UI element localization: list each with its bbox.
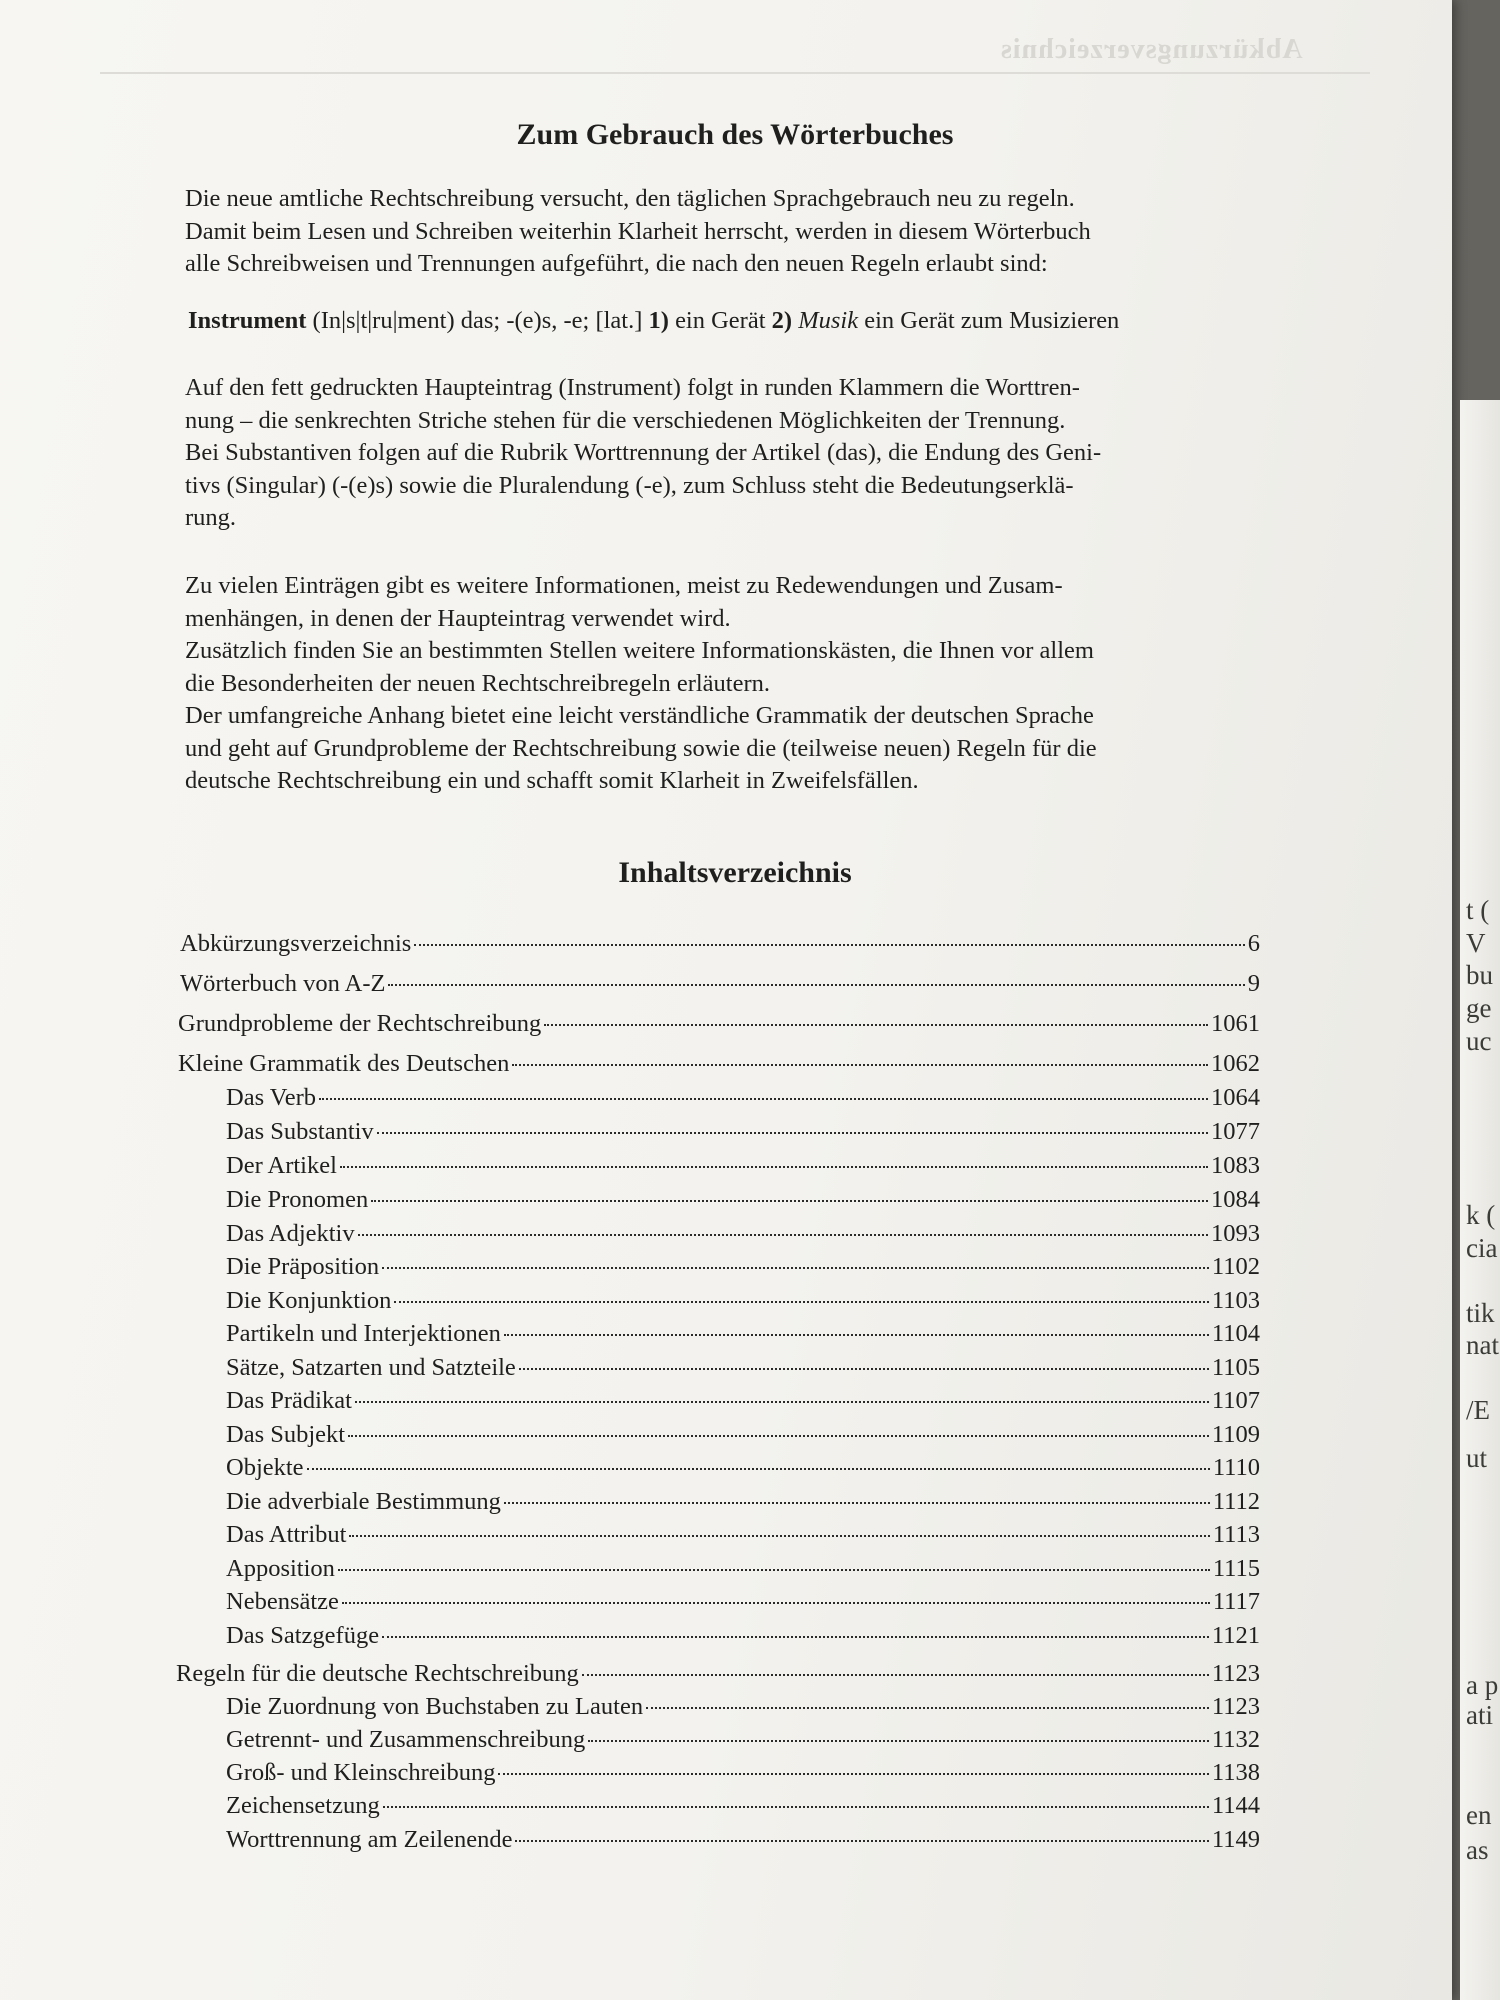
example-sense-text: ein Gerät zum Musizieren — [858, 307, 1120, 334]
paragraph-line: Der umfangreiche Anhang bietet eine leicht verständliche Grammatik der deutschen Sprache — [185, 702, 1094, 729]
toc-entry[interactable] — [226, 1488, 1260, 1516]
toc-entry[interactable] — [226, 1354, 1260, 1382]
adjacent-page-fragment: nat — [1466, 1330, 1499, 1360]
more-info-paragraph — [185, 570, 1265, 798]
toc-entry-title: Objekte — [226, 1454, 304, 1481]
toc-entry[interactable] — [226, 1693, 1260, 1721]
usage-heading: Zum Gebrauch des Wörterbuches — [516, 118, 954, 151]
adjacent-page-fragment: t ( — [1466, 895, 1490, 925]
toc-entry-page: 1113 — [1212, 1521, 1260, 1548]
toc-entry-page: 1132 — [1211, 1726, 1260, 1753]
toc-leader-dots — [512, 1064, 1208, 1066]
paragraph-line: rung. — [185, 504, 237, 531]
toc-entry[interactable] — [226, 1220, 1260, 1248]
toc-leader-dots — [498, 1773, 1208, 1775]
adjacent-page-fragment: ut — [1466, 1443, 1488, 1473]
toc-heading: Inhaltsverzeichnis — [618, 856, 852, 889]
toc-entry-title: Das Verb — [226, 1084, 317, 1111]
toc-entry-page: 1103 — [1211, 1287, 1260, 1314]
example-headword: Instrument — [188, 307, 307, 334]
toc-entry-page: 1121 — [1211, 1622, 1260, 1649]
toc-entry-page: 1149 — [1211, 1826, 1260, 1853]
adjacent-page-edge — [1460, 400, 1500, 2000]
toc-entry[interactable] — [226, 1622, 1260, 1650]
intro-paragraph — [185, 183, 1265, 281]
adjacent-page-fragment: /E — [1466, 1395, 1490, 1425]
paragraph-line: tivs (Singular) (-(e)s) sowie die Pluralendung (-e), zum Schluss steht die Bedeutungserklä- — [185, 471, 1074, 499]
toc-entry-title: Zeichensetzung — [226, 1792, 380, 1819]
toc-entry[interactable] — [226, 1726, 1260, 1754]
toc-leader-dots — [348, 1435, 1209, 1437]
toc-entry-page: 1117 — [1212, 1588, 1260, 1615]
toc-entry[interactable] — [226, 1759, 1260, 1787]
toc-leader-dots — [646, 1707, 1209, 1709]
toc-entry-page: 1107 — [1211, 1387, 1260, 1414]
toc-leader-dots — [382, 1636, 1209, 1638]
toc-leader-dots — [414, 944, 1244, 946]
toc-leader-dots — [504, 1334, 1209, 1336]
toc-entry-page: 1062 — [1211, 1050, 1260, 1077]
toc-entry[interactable] — [178, 1010, 1260, 1038]
toc-entry-title: Das Subjekt — [226, 1421, 346, 1448]
toc-entry-title: Die Präposition — [226, 1253, 380, 1280]
toc-entry[interactable] — [226, 1287, 1260, 1315]
adjacent-page-fragment: as — [1466, 1835, 1489, 1865]
toc-entry-page: 1123 — [1211, 1660, 1260, 1687]
toc-entry-title: Das Satzgefüge — [226, 1622, 380, 1649]
toc-leader-dots — [383, 1806, 1209, 1808]
dictionary-entry-example — [188, 307, 1119, 335]
toc-entry[interactable] — [178, 1050, 1260, 1078]
toc-entry-page: 1104 — [1211, 1320, 1260, 1347]
toc-entry-page: 1061 — [1211, 1010, 1260, 1037]
paragraph-line: deutsche Rechtschreibung ein und schafft somit Klarheit in Zweifelsfällen. — [185, 767, 919, 794]
toc-leader-dots — [582, 1674, 1209, 1676]
toc-entry-title: Grundprobleme der Rechtschreibung — [178, 1010, 542, 1037]
toc-entry-page: 1112 — [1212, 1488, 1260, 1515]
toc-entry[interactable] — [226, 1792, 1260, 1820]
toc-entry[interactable] — [226, 1454, 1260, 1482]
toc-entry[interactable] — [226, 1118, 1260, 1146]
toc-leader-dots — [349, 1535, 1209, 1537]
toc-entry-title: Groß- und Kleinschreibung — [226, 1759, 496, 1786]
toc-entry-title: Das Prädikat — [226, 1387, 352, 1414]
toc-entry-page: 1144 — [1211, 1792, 1260, 1819]
toc-entry-title: Das Substantiv — [226, 1118, 374, 1145]
toc-entry[interactable] — [226, 1084, 1260, 1112]
adjacent-page-fragment: k ( — [1466, 1200, 1496, 1230]
paragraph-line: Zusätzlich finden Sie an bestimmten Stellen weitere Informationskästen, die Ihnen vor allem — [185, 637, 1094, 664]
toc-leader-dots — [371, 1200, 1208, 1202]
paragraph-line: nung – die senkrechten Striche stehen für die verschiedenen Möglichkeiten der Trennung. — [185, 406, 1066, 434]
adjacent-page-fragment: V — [1466, 928, 1486, 958]
adjacent-page-fragment: cia — [1466, 1233, 1498, 1263]
toc-leader-dots — [340, 1166, 1208, 1168]
toc-entry-page: 1077 — [1211, 1118, 1260, 1145]
paragraph-line: Zu vielen Einträgen gibt es weitere Informationen, meist zu Redewendungen und Zusam- — [185, 572, 1063, 599]
toc-leader-dots — [544, 1024, 1208, 1026]
toc-entry-page: 9 — [1247, 970, 1260, 997]
adjacent-page-fragment: en — [1466, 1800, 1492, 1830]
paragraph-line: Auf den fett gedruckten Haupteintrag (Instrument) folgt in runden Klammern die Worttren- — [185, 374, 1080, 401]
toc-entry[interactable] — [226, 1421, 1260, 1449]
adjacent-page-fragment: ati — [1466, 1700, 1493, 1730]
toc-entry-title: Nebensätze — [226, 1588, 339, 1615]
toc-entry[interactable] — [226, 1826, 1260, 1854]
toc-entry-title: Die Pronomen — [226, 1186, 369, 1213]
toc-entry-page: 1138 — [1211, 1759, 1260, 1786]
toc-leader-dots — [504, 1502, 1210, 1504]
toc-leader-dots — [377, 1132, 1208, 1134]
toc-leader-dots — [307, 1468, 1210, 1470]
toc-leader-dots — [358, 1234, 1208, 1236]
toc-entry-title: Getrennt- und Zusammenschreibung — [226, 1726, 586, 1753]
toc-entry[interactable] — [226, 1186, 1260, 1214]
toc-leader-dots — [588, 1740, 1209, 1742]
toc-entry-page: 1102 — [1211, 1253, 1260, 1280]
paragraph-line: Die neue amtliche Rechtschreibung versucht, den täglichen Sprachgebrauch neu zu regeln. — [185, 185, 1075, 212]
toc-entry-title: Wörterbuch von A-Z — [180, 970, 386, 997]
toc-entry[interactable] — [180, 930, 1260, 958]
paragraph-line: menhängen, in denen der Haupteintrag verwendet wird. — [185, 604, 731, 632]
toc-entry-title: Die Zuordnung von Buchstaben zu Lauten — [226, 1693, 644, 1720]
toc-entry[interactable] — [226, 1152, 1260, 1180]
toc-entry[interactable] — [226, 1253, 1260, 1281]
toc-entry-page: 1084 — [1211, 1186, 1260, 1213]
toc-entry-title: Kleine Grammatik des Deutschen — [178, 1050, 510, 1077]
toc-entry-title: Abkürzungsverzeichnis — [180, 930, 412, 957]
adjacent-page-fragment: uc — [1466, 1026, 1492, 1056]
toc-entry-page: 1083 — [1211, 1152, 1260, 1179]
toc-entry[interactable] — [176, 1660, 1260, 1688]
toc-entry[interactable] — [226, 1521, 1260, 1549]
toc-leader-dots — [355, 1401, 1209, 1403]
toc-entry-title: Das Adjektiv — [226, 1220, 355, 1247]
adjacent-page-fragment: a p — [1466, 1670, 1499, 1700]
example-hyphenation: (In|s|t|ru|ment) das; -(e)s, -e; [lat.] — [312, 307, 649, 334]
paragraph-line: die Besonderheiten der neuen Rechtschreibregeln erläutern. — [185, 669, 771, 697]
toc-entry-page: 1093 — [1211, 1220, 1260, 1247]
toc-entry-title: Worttrennung am Zeilenende — [226, 1826, 513, 1853]
toc-entry[interactable] — [226, 1555, 1260, 1583]
toc-leader-dots — [515, 1840, 1208, 1842]
example-domain-label: Musik — [798, 307, 859, 334]
toc-entry-page: 1123 — [1211, 1693, 1260, 1720]
toc-entry-page: 1064 — [1211, 1084, 1260, 1111]
toc-leader-dots — [382, 1267, 1209, 1269]
toc-entry-title: Der Artikel — [226, 1152, 337, 1179]
paragraph-line: alle Schreibweisen und Trennungen aufgeführt, die nach den neuen Regeln erlaubt sind: — [185, 250, 1048, 277]
toc-entry-title: Das Attribut — [226, 1521, 347, 1548]
toc-entry-title: Die Konjunktion — [226, 1287, 392, 1314]
toc-entry-page: 1105 — [1211, 1354, 1260, 1381]
toc-leader-dots — [388, 984, 1244, 986]
toc-entry-title: Partikeln und Interjektionen — [226, 1320, 501, 1347]
toc-entry[interactable] — [226, 1387, 1260, 1415]
paragraph-line: Damit beim Lesen und Schreiben weiterhin Klarheit herrscht, werden in diesem Wörterbuch — [185, 217, 1091, 245]
toc-entry-page: 1115 — [1212, 1555, 1260, 1582]
example-sense-number: 2) — [771, 307, 793, 334]
toc-leader-dots — [394, 1301, 1209, 1303]
toc-leader-dots — [519, 1368, 1209, 1370]
show-through-running-head: Abkürzungsverzeichnis — [1000, 34, 1303, 65]
toc-entry-page: 6 — [1247, 930, 1260, 957]
toc-entry-title: Regeln für die deutsche Rechtschreibung — [176, 1660, 579, 1687]
adjacent-page-fragment: bu — [1466, 960, 1493, 990]
toc-entry-page: 1109 — [1211, 1421, 1260, 1448]
toc-entry-title: Apposition — [226, 1555, 335, 1582]
adjacent-page-fragment: ge — [1466, 993, 1492, 1023]
example-sense-text: ein Gerät — [668, 307, 772, 334]
toc-entry-page: 1110 — [1212, 1454, 1260, 1481]
adjacent-page-fragment: tik — [1466, 1298, 1495, 1328]
example-sense-number: 1) — [648, 307, 669, 334]
paragraph-line: Bei Substantiven folgen auf die Rubrik Worttrennung der Artikel (das), die Endung des Geni- — [185, 439, 1102, 466]
toc-entry[interactable] — [226, 1320, 1260, 1348]
toc-leader-dots — [319, 1098, 1208, 1100]
toc-entry-title: Die adverbiale Bestimmung — [226, 1488, 501, 1515]
paragraph-line: und geht auf Grundprobleme der Rechtschreibung sowie die (teilweise neuen) Regeln für die — [185, 734, 1097, 762]
explanation-paragraph — [185, 372, 1265, 535]
toc-leader-dots — [342, 1602, 1210, 1604]
toc-entry[interactable] — [180, 970, 1260, 998]
toc-entry[interactable] — [226, 1588, 1260, 1616]
toc-entry-title: Sätze, Satzarten und Satzteile — [226, 1354, 516, 1381]
toc-leader-dots — [338, 1569, 1210, 1571]
